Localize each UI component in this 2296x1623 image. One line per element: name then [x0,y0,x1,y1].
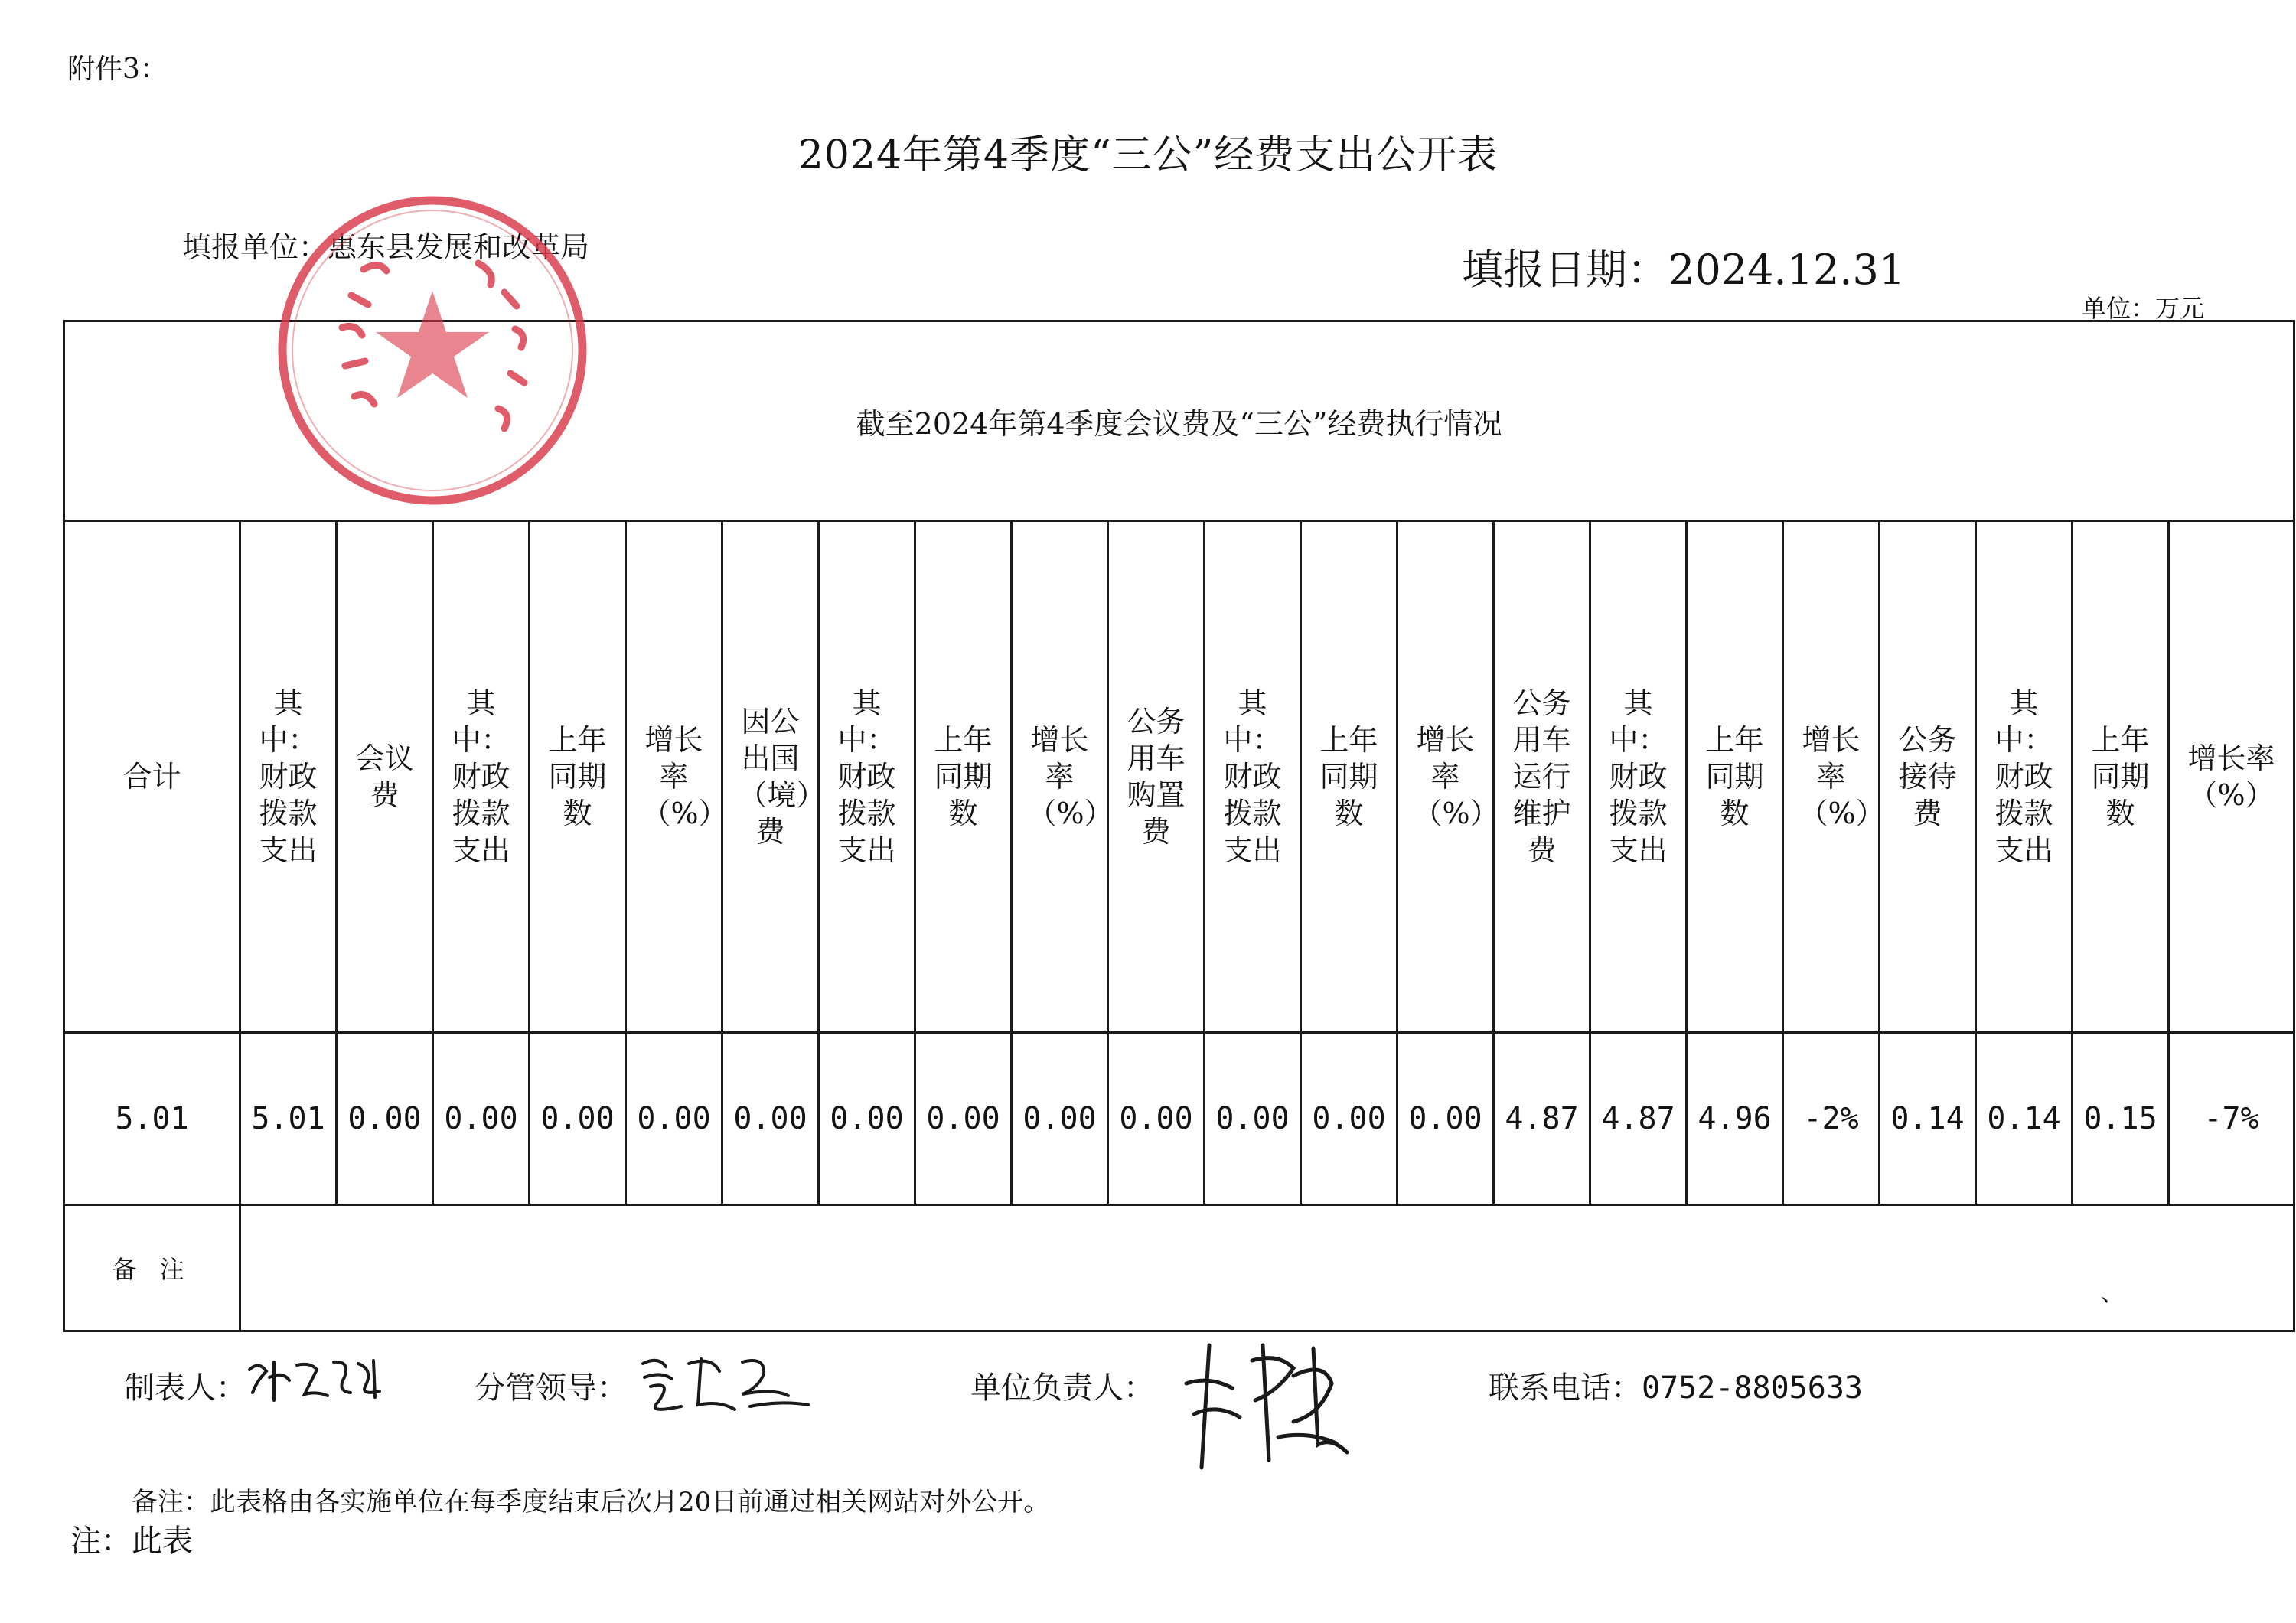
reporting-unit: 填报单位：惠东县发展和改革局 [182,230,590,264]
lead-label: 分管领导： [475,1370,628,1406]
phone-number: 0752-8805633 [1642,1370,1863,1406]
remark-mark: 、 [2101,1280,2124,1307]
column-header-label: 其中：财政拨款支出 [837,686,896,867]
column-header [1880,521,1976,1033]
column-header [1205,521,1301,1033]
column-header [1301,521,1397,1033]
value-cell: 5.01 [64,1033,240,1205]
column-header [626,521,728,1033]
column-header [1687,521,1783,1033]
column-header [1976,521,2073,1033]
remark-label: 备 注 [64,1205,240,1331]
value-cell: 0.14 [1880,1033,1976,1205]
column-header-row [64,521,2294,1033]
column-header-label: 其中：财政拨款支出 [1994,686,2053,867]
value-cell: 0.00 [1012,1033,1108,1205]
value-row [64,1033,2294,1205]
column-header-label: 增长率（%） [2187,741,2275,812]
column-header [1108,521,1205,1033]
footnote: 备注：此表格由各实施单位在每季度结束后次月20日前通过相关网站对外公开。 [132,1487,1050,1517]
column-header [915,521,1012,1033]
value-cell: 4.87 [1590,1033,1687,1205]
value-cell: 0.15 [2073,1033,2169,1205]
table-caption: 截至2024年第4季度会议费及“三公”经费执行情况 [64,321,2294,521]
column-header-label: 上年同期数 [2091,723,2150,830]
value-cell: 0.00 [1108,1033,1205,1205]
value-cell: 4.96 [1687,1033,1783,1205]
lead-signature [628,1341,819,1425]
column-header-label: 上年同期数 [1319,723,1378,830]
value-cell: 0.14 [1976,1033,2073,1205]
column-header [64,521,240,1033]
phone-field [1489,1364,1863,1407]
head-signature [1179,1330,1362,1483]
official-seal-icon [272,190,593,511]
value-cell: 0.00 [530,1033,626,1205]
column-header [530,521,626,1033]
maker-signature [243,1347,396,1408]
column-header-label: 上年同期数 [1705,723,1764,830]
value-cell: -7% [2169,1033,2294,1205]
column-header [722,521,826,1033]
value-cell: 0.00 [722,1033,819,1205]
column-header-label: 其中：财政拨款支出 [259,686,318,867]
column-header-label: 增长率（%） [641,723,728,830]
value-cell: 4.87 [1494,1033,1590,1205]
value-cell: 5.01 [240,1033,337,1205]
column-header-label: 公务用车购置费 [1127,705,1186,849]
column-header-label: 会议费 [355,741,414,812]
column-header-label: 公务用车运行维护费 [1512,686,1571,867]
column-header [2073,521,2169,1033]
value-cell: 0.00 [1301,1033,1397,1205]
column-header [1590,521,1687,1033]
column-header-label: 公务接待费 [1898,723,1957,830]
column-header-label: 增长率（%） [1027,723,1114,830]
column-header-label: 增长率（%） [1799,723,1885,830]
value-cell: -2% [1783,1033,1880,1205]
column-header-label: 其中：财政拨款支出 [1223,686,1282,867]
column-header [2169,521,2294,1033]
column-header [433,521,530,1033]
remark-row [64,1205,2294,1331]
column-header-label: 合计 [122,760,181,794]
page-title: 2024年第4季度“三公”经费支出公开表 [797,132,1499,178]
phone-label: 联系电话： [1489,1370,1642,1406]
value-cell: 0.00 [915,1033,1012,1205]
column-header [337,521,433,1033]
column-header-label: 增长率（%） [1413,723,1499,830]
column-header [1012,521,1114,1033]
column-header-label: 其中：财政拨款支出 [1609,686,1668,867]
head-label: 单位负责人： [970,1370,1154,1406]
value-cell: 0.00 [337,1033,433,1205]
attachment-label: 附件3： [67,54,168,85]
value-cell: 0.00 [1205,1033,1301,1205]
column-header-label: 因公出国（境）费 [738,705,826,849]
column-header-label: 上年同期数 [934,723,993,830]
value-cell: 0.00 [433,1033,530,1205]
column-header [1494,521,1590,1033]
remark-content [240,1205,2294,1331]
column-header [1783,521,1885,1033]
column-header-label: 其中：财政拨款支出 [452,686,510,867]
value-cell: 0.00 [1397,1033,1494,1205]
column-header [240,521,337,1033]
column-header-label: 上年同期数 [548,723,607,830]
fill-date: 填报日期：2024.12.31 [1462,246,1906,294]
value-cell: 0.00 [626,1033,722,1205]
column-header [1397,521,1499,1033]
value-cell: 0.00 [819,1033,915,1205]
column-header [819,521,915,1033]
unit-label: 单位：万元 [2082,294,2205,323]
maker-label: 制表人： [124,1370,246,1406]
note: 注：此表 [70,1524,193,1559]
